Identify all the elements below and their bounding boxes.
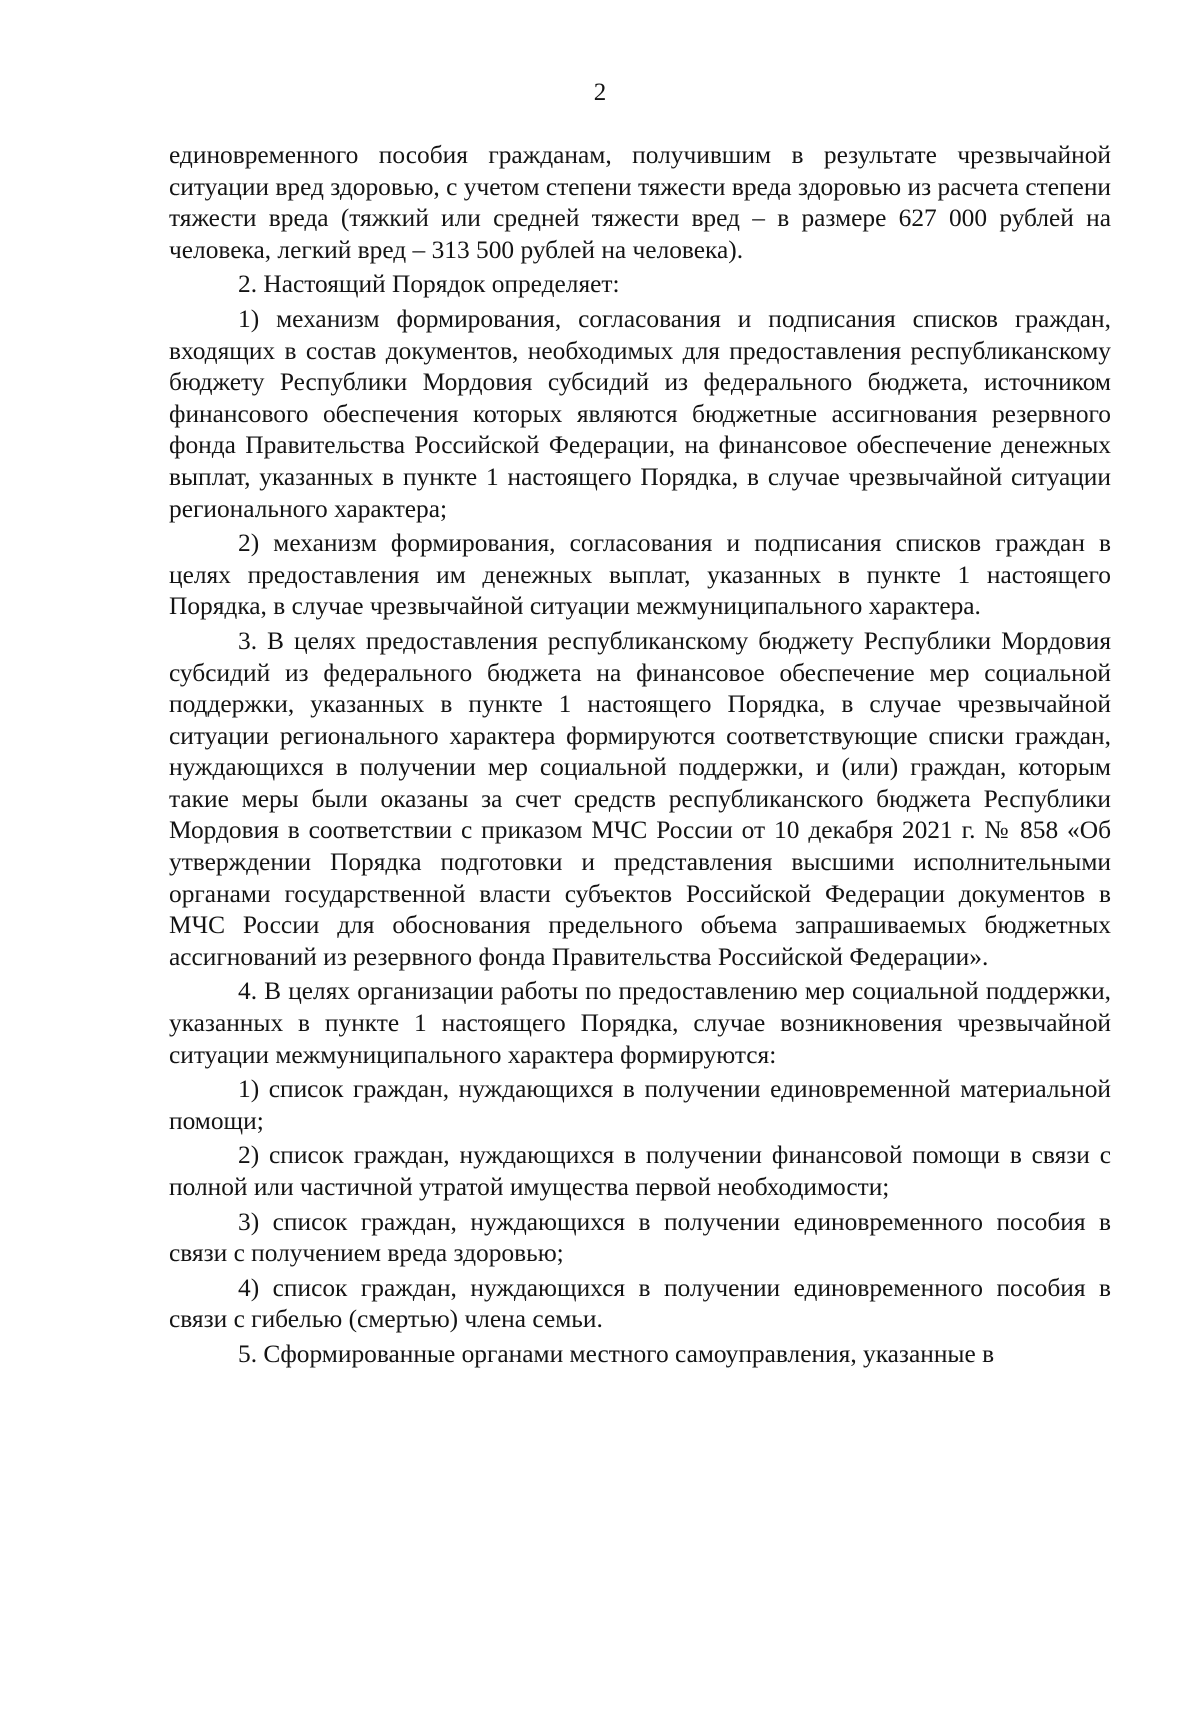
document-body [169, 140, 1111, 1374]
paragraph-subitem-2-2: 2) механизм формирования, согласования и подписания списков граждан в целях предоставления им денежных выплат, указанных в пункте 1 настоящего Порядка, в случае чрезвычайной ситуации межмуниципального характера. [169, 529, 1111, 621]
paragraph-item-3: 3. В целях предоставления республиканскому бюджету Республики Мордовия субсидий из федерального бюджета на финансовое обеспечение мер социальной поддержки, указанных в пункте 1 настоящего Порядка, в случае чрезвычайной ситуации регионального характера формируются соответствующие списки граждан, нуждающихся в получении мер социальной поддержки, и (или) граждан, которым такие меры были оказаны за счет средств республиканского бюджета Республики Мордовия в соответствии с приказом МЧС России от 10 декабря 2021 г. № 858 «Об утверждении Порядка подготовки и представления высшими исполнительными органами государственной власти субъектов Российской Федерации документов в МЧС России для обоснования предельного объема запрашиваемых бюджетных ассигнований из резервного фонда Правительства Российской Федерации». [169, 626, 1111, 971]
paragraph-subitem-4-1: 1) список граждан, нуждающихся в получении единовременной материальной помощи; [169, 1075, 1111, 1135]
paragraph-subitem-4-4: 4) список граждан, нуждающихся в получении единовременного пособия в связи с гибелью (смертью) члена семьи. [169, 1273, 1111, 1334]
paragraph-item-5: 5. Сформированные органами местного самоуправления, указанные в [238, 1339, 995, 1368]
paragraph-item-4: 4. В целях организации работы по предоставлению мер социальной поддержки, указанных в пункте 1 настоящего Порядка, случае возникновения чрезвычайной ситуации межмуниципального характера формируются: [169, 977, 1111, 1069]
paragraph-item-2: 2. Настоящий Порядок определяет: [238, 270, 620, 299]
paragraph-subitem-2-1: 1) механизм формирования, согласования и подписания списков граждан, входящих в состав документов, необходимых для предоставления республиканскому бюджету Республики Мордовия субсидий из федерального бюджета, источником финансового обеспечения которых являются бюджетные ассигнования резервного фонда Правительства Российской Федерации, на финансовое обеспечение денежных выплат, указанных в пункте 1 настоящего Порядка, в случае чрезвычайной ситуации регионального характера; [169, 304, 1111, 523]
paragraph-subitem-4-2: 2) список граждан, нуждающихся в получении финансовой помощи в связи с полной или частичной утратой имущества первой необходимости; [169, 1141, 1111, 1201]
paragraph-subitem-4-3: 3) список граждан, нуждающихся в получении единовременного пособия в связи с получением вреда здоровью; [169, 1207, 1111, 1268]
page-number: 2 [593, 79, 607, 106]
paragraph-continuation: единовременного пособия гражданам, получившим в результате чрезвычайной ситуации вред здоровью, с учетом степени тяжести вреда здоровью из расчета степени тяжести вреда (тяжкий или средней тяжести вред – в размере 627 000 рублей на человека, легкий вред – 313 500 рублей на человека). [169, 141, 1111, 264]
